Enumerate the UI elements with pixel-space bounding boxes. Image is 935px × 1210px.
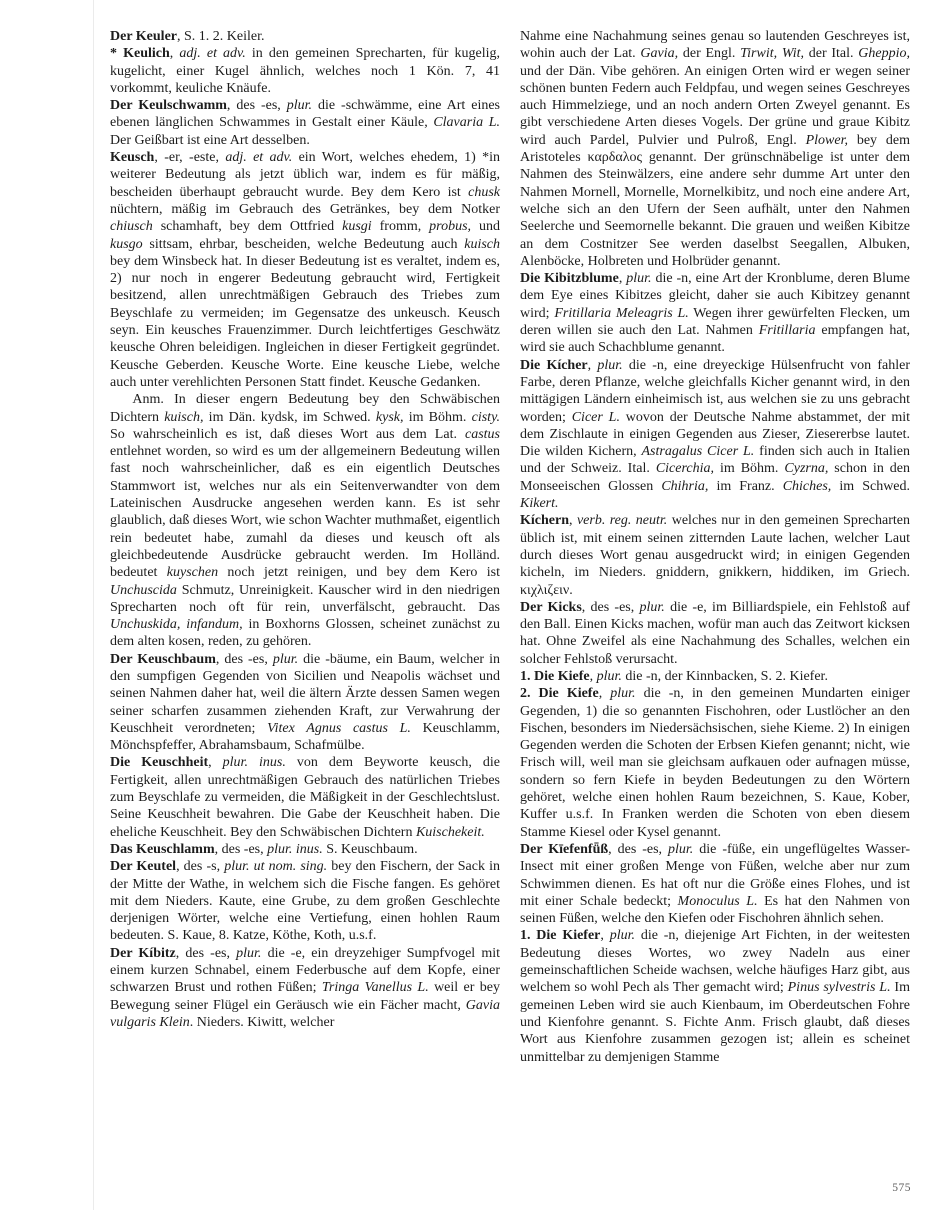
body-text: weil er bey Bewegung seiner Flügel ein Geräusch wie ein Fächer macht, xyxy=(110,980,500,1013)
body-text: im Franz. xyxy=(708,478,783,494)
italic-term: plur. xyxy=(236,945,262,961)
italic-term: Kikert. xyxy=(520,496,559,512)
italic-term: plur. xyxy=(272,651,299,667)
body-text: die -e, ein dreyzehiger Sumpfvogel mit einem kurzen Schnabel, einem Federbusche auf dem Kopfe, einer schwarzen Brust und rothen Füßen; xyxy=(110,945,500,996)
dictionary-entry xyxy=(110,651,500,755)
italic-term: Gavia vulgaris Klein xyxy=(110,997,500,1030)
italic-term: adj. et adv. xyxy=(179,46,246,62)
body-text: sittsam, ehrbar, bescheiden, welche Bedeutung auch xyxy=(142,236,465,252)
italic-term: kusgi xyxy=(342,219,372,235)
left-column xyxy=(110,28,500,1066)
headword: 1. Die Kiefe xyxy=(520,668,590,684)
italic-term: Astragalus Cicer L. xyxy=(641,444,755,460)
headword: Die Kícher xyxy=(520,357,588,373)
body-text: . Nieders. Kiwitt, welcher xyxy=(189,1014,335,1030)
body-text: welches nur in den gemeinen Sprecharten üblich ist, mit einem seinen zitternden Laute lachen, welcher Laut durch dieses Wort genau ausgedruckt wird; in einigen Gegenden kicheln, im Nieders. gniddern, gnikkern, hiddiken, im Griech. κιχλιζειν. xyxy=(520,513,910,598)
italic-term: plur. xyxy=(596,668,622,684)
body-text: Der Geißbart ist eine Art desselben. xyxy=(110,132,310,148)
headword: Der Keuler xyxy=(110,29,177,44)
body-text: die -füße, ein ungeflügeltes Wasser-Insect mit einer großen Menge von Füßen, welche aber nur zum Schwimmen dienen. Es hat oft nur die Größe eines Flohes, und ist mit einer Schale bedeckt; xyxy=(520,841,910,909)
italic-term: kuyschen xyxy=(166,565,219,581)
italic-term: Clavaria L. xyxy=(433,115,500,131)
headword: 1. Die Kiefer xyxy=(520,928,601,944)
body-text: der Ital. xyxy=(804,46,859,62)
headword: * Keulich xyxy=(110,46,170,62)
body-text: Keuschlamm, Mönchspfeffer, Abrahamsbaum, Schafmülbe. xyxy=(110,720,500,754)
dictionary-entry xyxy=(110,945,500,1031)
body-text: die -e, im Billiardspiele, ein Fehlstoß auf den Ball. Einen Kicks machen, wofür man auch das Zeitwort kicksen hat. Ohne Zweifel als eine Nachahmung des Schalles, welchen ein solcher Fehlstoß verursacht. xyxy=(520,599,910,667)
dictionary-entry xyxy=(520,512,910,598)
body-text: bey den Fischern, der Sack in der Mitte der Wathe, in welchem sich die Fische fangen. Es gehöret mit dem Nieders. Kaute, eine Grube, zu dem großen Geschlechte derjenigen Wörter, welche eine Vertiefung, einen hohlen Raum bedeuten. S. Kaue, 8. Katze, Köthe, Koth, u.s.f. xyxy=(110,859,500,944)
body-text: im Böhm. xyxy=(403,409,472,425)
italic-term: cisty. xyxy=(471,409,501,425)
italic-term: Vitex Agnus castus L. xyxy=(267,720,411,736)
page-body xyxy=(110,28,910,1066)
right-column xyxy=(520,28,910,1066)
body-text: , xyxy=(169,46,180,62)
body-text: ein Wort, welches ehedem, 1) *in weiterer Bedeutung als jetzt üblich war, indem es für mäßig, bescheiden überhaupt gebraucht wurde. Bey dem Kero ist xyxy=(110,150,501,200)
body-text: fromm, xyxy=(371,219,430,235)
italic-term: Plower, xyxy=(805,132,848,148)
body-text: noch jetzt reinigen, und bey dem Kero ist xyxy=(218,565,500,581)
italic-term: plur. xyxy=(610,686,636,702)
body-text: die -bäume, ein Baum, welcher in den sumpfigen Gegenden von Sicilien und Neapolis wächset und seinen Nahmen daher hat, weil die ältern Ärzte dessen Samen wegen seiner scharfen zusammen ziehenden Kraft, zur Verwahrung der Keuschheit verordneten; xyxy=(110,651,500,736)
italic-term: Chihria, xyxy=(661,478,709,494)
italic-term: chiusch xyxy=(110,219,153,235)
italic-term: Gavia, xyxy=(640,46,679,62)
body-text: So wahrscheinlich es ist, daß dieses Wort aus dem Lat. xyxy=(110,426,465,442)
italic-term: kusgo xyxy=(110,236,143,252)
dictionary-entry xyxy=(520,685,910,841)
dictionary-entry xyxy=(520,357,910,513)
body-text: , des -es, xyxy=(175,945,237,961)
body-text: die -n, der Kinnbacken, S. 2. Kiefer. xyxy=(621,668,828,684)
italic-term: Monoculus L. xyxy=(677,893,758,909)
body-text: , xyxy=(208,755,223,771)
italic-term: plur. xyxy=(626,271,652,287)
dictionary-entry xyxy=(520,841,910,927)
italic-term: verb. reg. neutr. xyxy=(576,513,668,529)
dictionary-entry xyxy=(110,391,500,650)
body-text: Anm. In dieser engern Bedeutung bey den Schwäbischen Dichtern xyxy=(110,392,500,425)
body-text: und der Dän. Vibe gehören. An einigen Orten wird er wegen seiner schönen bunten Federn auch Feldpfau, und wegen seines Geschreyes auch Himmelziege, und an noch andern Orten Zweyel genannt. Es gibt verschiedene Arten dieses Vogels. Der grüne und graue Kibitz wird auch Pardel, Pulvier und Pulroß, Engl. xyxy=(520,63,910,148)
body-text: schon in den Monseeischen Glossen xyxy=(520,461,910,494)
body-text: , xyxy=(569,513,577,529)
italic-term: Unchuskida, infandum, xyxy=(110,617,243,633)
italic-term: plur. xyxy=(668,841,694,857)
dictionary-entry xyxy=(110,841,500,858)
body-text: nüchtern, mäßig im Gebrauch des Getränkes, bey dem Notker xyxy=(110,201,500,217)
italic-term: Kuischekeit. xyxy=(415,824,485,840)
body-text: Es hat den Nahmen von seinen Füßen, welche den Kiefen oder Fischohren ähnlich sehen. xyxy=(520,893,911,927)
body-text: , des -es, xyxy=(226,98,287,114)
body-text: , xyxy=(587,357,598,373)
body-text: der Engl. xyxy=(678,46,741,62)
italic-term: kuisch xyxy=(464,236,500,252)
italic-term: Fritillaria xyxy=(758,323,816,339)
italic-term: plur. xyxy=(639,599,665,615)
page-number: 575 xyxy=(892,1182,911,1194)
dictionary-entry xyxy=(110,45,500,97)
body-text: bey dem Aristoteles καρδαλος genannt. Der grünschnäbelige ist unter dem Nahmen des Steinwälzers, eine andere sehr dumme Art unter den Nahmen Mornell, Mornelle, Mornelkibitz, und noch eine andere Art, welche sich an den Ufern der Seen aufhält, unter den Nahmen Seelerche und Seemornelle bekannt. Die grauen und weißen Kibitze an dem Costnitzer See werden daselbst Seegallen, Albuken, Alenböcke, Holbreten und Holbrüder genannt. xyxy=(520,132,910,269)
headword: 2. Die Kiefe xyxy=(520,686,599,702)
headword: Der Keutel xyxy=(110,859,177,875)
italic-term: Unchuscida xyxy=(110,582,177,598)
headword: Der Kíbitz xyxy=(110,945,176,961)
headword: Der Kicks xyxy=(520,599,582,615)
body-text: , xyxy=(598,686,611,702)
dictionary-entry xyxy=(110,754,500,840)
body-text: und xyxy=(471,219,500,235)
dictionary-entry xyxy=(520,270,910,356)
body-text: , des -es, xyxy=(608,841,669,857)
body-text: im Schwed. xyxy=(831,478,911,494)
body-text: , des -es, xyxy=(215,651,273,667)
headword: Keusch xyxy=(110,150,155,166)
body-text: Schmutz, Unreinigkeit. Kauscher wird in den niedrigen Sprecharten noch oft für rein, unverfälscht, gebraucht. Das xyxy=(110,582,500,615)
dictionary-entry xyxy=(110,149,500,391)
body-text: entlehnet worden, so wird es um der allgemeinern Bedeutung willen fast noch wahrscheinlicher, daß es ein eigentlich Deutsches Stammwort ist, welches nur als ein Seitenverwandter von dem Lateinischen Ausdrucke angesehen werden kann. Es ist sehr glaublich, daß dieses Wort, wie schon Wachter muthmaßet, eigentlich rein bedeutet habe, zumahl da dieses und keusch oft als gleichbedeutende Ausdrücke gebraucht werden. Im Holländ. bedeutet xyxy=(110,444,500,581)
body-text: in den gemeinen Sprecharten, für kugelig, kugelicht, einer Kugel ähnlich, welches noch 1 Kön. 7, 41 vorkommt, keuliche Knäufe. xyxy=(110,46,501,96)
body-text: in Boxhorns Glossen, scheinet zunächst zu dem alten kosen, reden, zu gehören. xyxy=(110,617,500,650)
italic-term: Gheppio, xyxy=(858,46,910,62)
body-text: die -n, eine Art der Kronblume, deren Blume dem Eye eines Kibitzes gleicht, daher sie auch Kibitzey genannt wird; xyxy=(520,271,910,321)
dictionary-entry xyxy=(520,927,910,1065)
italic-term: Cicerchia, xyxy=(655,461,714,477)
italic-term: Tringa Vanellus L. xyxy=(321,980,429,996)
italic-term: Cyzrna, xyxy=(784,461,829,477)
body-text: finden sich auch in Italien und der Schweiz. Ital. xyxy=(520,444,910,477)
body-text: im Böhm. xyxy=(714,461,785,477)
italic-term: castus xyxy=(465,426,500,442)
italic-term: plur. xyxy=(609,928,636,944)
italic-term: kuisch, xyxy=(164,409,204,425)
body-text: Nahme eine Nachahmung seines genau so lautenden Geschreyes ist, wohin auch der Lat. xyxy=(520,29,910,62)
dictionary-entry xyxy=(110,858,500,944)
body-text: die -schwämme, eine Art eines ebenen länglichen Schwammes in Gestalt einer Käule, xyxy=(110,98,501,131)
italic-term: plur. xyxy=(597,357,623,373)
italic-term: probus, xyxy=(429,219,472,235)
body-text: von dem Beyworte keusch, die Fertigkeit, allen unrechtmäßigen Gebrauch des natürlichen Triebes zum Beyschlafe zu vermeiden, die Mäßigkeit in der Geschlechtslust. Seine Keuschheit bewahren. Die Gabe der Keuschheit haben. Die eheliche Keuschheit. Bey den Schwäbischen Dichtern xyxy=(110,755,500,840)
italic-term: adj. et adv. xyxy=(225,150,293,166)
body-text: empfangen hat, wird sie auch Schachblume genannt. xyxy=(520,323,911,356)
headword: Die Keuschheit xyxy=(110,755,209,771)
body-text: , des -s, xyxy=(176,859,225,875)
body-text: , S. 1. 2. Keiler. xyxy=(177,29,265,44)
dictionary-entry xyxy=(520,668,910,685)
italic-term: plur. ut nom. sing. xyxy=(224,859,328,875)
body-text: Wegen ihrer gewürfelten Flecken, um deren willen sie auch den Lat. Nahmen xyxy=(520,305,910,339)
italic-term: Tirwit, Wit, xyxy=(740,46,805,62)
headword: Kíchern xyxy=(520,513,569,529)
italic-term: plur. xyxy=(286,98,313,114)
italic-term: chusk xyxy=(468,184,500,200)
body-text: , xyxy=(589,668,597,684)
italic-term: kysk, xyxy=(375,409,404,425)
dictionary-entry xyxy=(110,28,500,45)
body-text: wovon der Deutsche Nahme abstammet, der mit dem Zischlaute in einigen Gegenden aus Zieser, Ziesererbse lautet. Die wilden Kichern, xyxy=(520,409,910,460)
body-text: , xyxy=(600,928,610,944)
body-text: die -n, diejenige Art Fichten, in der weitesten Bedeutung dieses Wortes, wo zwey Nadeln aus einer gemeinschaftlichen Scheide wachsen, welche häufiges Harz gibt, aus welchem so wohl Pech als Ther gemacht wird; xyxy=(520,928,911,996)
headword: Der Keuschbaum xyxy=(110,651,216,667)
body-text: S. Keuschbaum. xyxy=(322,841,418,857)
body-text: , des -es, xyxy=(581,599,640,615)
body-text: die -n, eine dreyeckige Hülsenfrucht von fahler Farbe, deren Pflanze, welche gleichfalls Kicher genannt wird, in den mittägigen Ländern einheimisch ist, aus welchen sie zu uns gebracht worden; xyxy=(520,357,911,425)
body-text: , des -es, xyxy=(214,841,268,857)
italic-term: plur. inus. xyxy=(267,841,323,857)
dictionary-entry xyxy=(520,599,910,668)
body-text: Im gemeinen Leben wird sie auch Kienbaum, im Oberdeutschen Fohre und Kienfohre genannt. S. Fichte Anm. Frisch glaubt, daß dieses Wort aus Kienfohre zusammen gezogen ist; allein es scheinet unmittelbar zu demjenigen Stamme xyxy=(520,980,910,1065)
body-text: die -n, in den gemeinen Mundarten einiger Gegenden, 1) die so genannten Fischohren, oder Lustlöcher an den Fischen, besonders im Niedersächsischen, siehe Kieme. 2) In einigen Gegenden werden die Schoten der Erbsen Kiefen genannt; nicht, wie Frisch will, weil man sie gleichsam aufkauen oder aufnagen müsse, sondern so fern Kiefe in beyden Bedeutungen zu den Wörtern gehöret, welche einen hohlen Raum bezeichnen, S. Kaue, Kober, Kuffer u.s.f. In Franken werden die Schoten von eben diesem Stamme Kiesel oder Kysel genannt. xyxy=(520,686,910,840)
italic-term: Chiches, xyxy=(782,478,832,494)
body-text: , xyxy=(618,271,627,287)
italic-term: Cicer L. xyxy=(571,409,620,425)
body-text: , -er, -este, xyxy=(154,150,226,166)
italic-term: plur. inus. xyxy=(222,755,286,771)
headword: Das Keuschlamm xyxy=(110,841,215,857)
italic-term: Pinus sylvestris L. xyxy=(787,980,891,996)
dictionary-entry xyxy=(110,97,500,149)
dictionary-entry xyxy=(520,28,910,270)
italic-term: Fritillaria Meleagris L. xyxy=(554,305,689,321)
headword: Die Kibitzblume xyxy=(520,271,619,287)
page-edge-line xyxy=(93,0,94,1210)
body-text: schamhaft, bey dem Ottfried xyxy=(152,219,343,235)
headword: Der Keulschwamm xyxy=(110,98,227,114)
headword: Der Kīefenfǖß xyxy=(520,841,609,857)
body-text: bey dem Winsbeck hat. In dieser Bedeutung ist es veraltet, indem es, 2) nur noch in engerer Bedeutung gebraucht wird, Fertigkeit besitzend, allen unrechtmäßigen Gebrauch des Triebes zum Beyschlafe zu vermeiden; im Gegensatze des unkeusch. Keusch seyn. Ein keusches Frauenzimmer. Durch leichtfertiges Geschwätz keusche Ohren beleidigen. Ingleichen in dieser Fertigkeit gegründet. Keusche Geberden. Keusche Worte. Eine keusche Liebe, welche auch unter verehlichten Personen Statt findet. Keusche Gedanken. xyxy=(110,253,500,390)
body-text: im Dän. kydsk, im Schwed. xyxy=(203,409,376,425)
